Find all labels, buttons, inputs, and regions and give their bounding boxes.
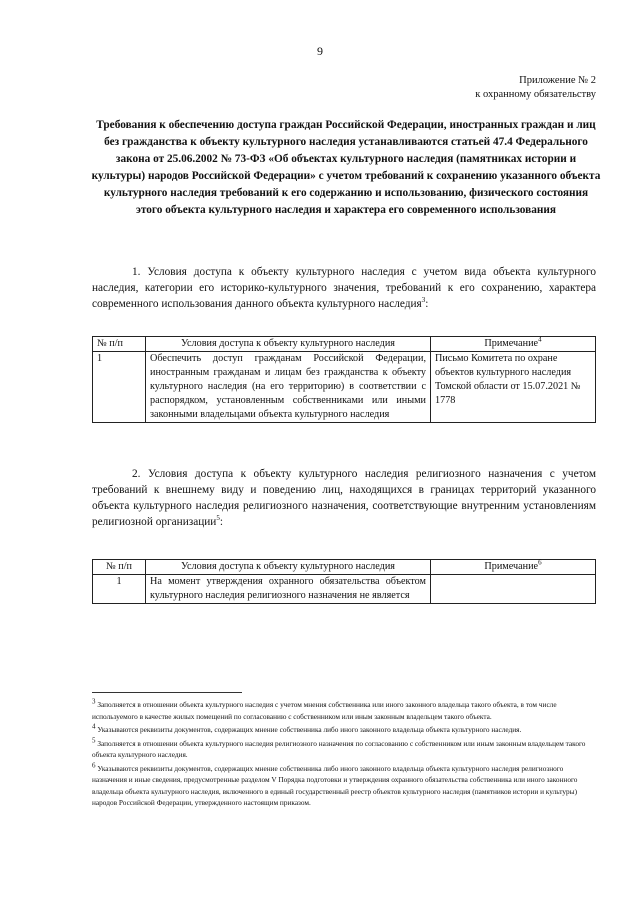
- header-note: [431, 337, 596, 352]
- row-num: 1: [93, 352, 146, 423]
- footnote-mark: 4: [92, 722, 96, 731]
- footnote-mark: 3: [92, 697, 96, 706]
- row-conditions: На момент утверждения охранного обязательства объектом культурного наследия религиозного назначения не является: [146, 575, 431, 604]
- appendix-line-1: Приложение № 2: [519, 75, 596, 86]
- row-conditions: Обеспечить доступ гражданам Российской Федерации, иностранным гражданам и лицам без гражданства к объекту культурного наследия (на его территорию) в соответствии с распорядком, установленным собственниками или иными законными владельцами объекта культурного наследия: [146, 352, 431, 423]
- footnote-text: Заполняется в отношении объекта культурного наследия с учетом мнения собственника или иного законного владельца такого объекта, в том числе используемого в качестве жилых помещений по согласованию с собственником или иным законным владельцем такого объекта.: [92, 700, 557, 721]
- footnote-6: [92, 763, 596, 809]
- table-header-row: [93, 337, 596, 352]
- header-note-label: Примечание: [484, 561, 539, 572]
- footnote-ref-4: 4: [538, 335, 542, 344]
- table-header-row: [93, 560, 596, 575]
- footnote-4: [92, 724, 596, 736]
- footnote-5: [92, 738, 596, 761]
- header-note: [431, 560, 596, 575]
- table-row: [93, 575, 596, 604]
- appendix-header: [475, 74, 596, 102]
- footnote-mark: 5: [92, 736, 96, 745]
- footnote-text: Заполняется в отношении объекта культурного наследия религиозного назначения по согласованию с собственником или иным законным владельцем такого объекта культурного наследия.: [92, 738, 586, 759]
- footnote-text: Указываются реквизиты документов, содержащих мнение собственника либо иного законного владельца объекта культурного наследия.: [97, 725, 522, 734]
- section-2-colon: :: [219, 516, 223, 528]
- footnote-ref-6: 6: [538, 558, 542, 567]
- footnote-ref-5: 5: [216, 514, 220, 523]
- section-1-colon: :: [425, 298, 429, 310]
- footnote-text: Указываются реквизиты документов, содержащих мнение собственника либо иного законного владельца объекта культурного наследия религиозного назначения и иные сведения, предусмотренные разделом V Порядка подготовки и утверждения охранного обязательства собственника или иного законного владельца объекта культурного наследия, включенного в единый государственный реестр объектов культурного наследия (памятников истории и культуры) народов Российской Федерации, утвержденного настоящим приказом.: [92, 763, 578, 807]
- row-note: Письмо Комитета по охране объектов культурного наследия Томской области от 15.07.2021 № 1778: [431, 352, 596, 423]
- header-num: № п/п: [93, 560, 146, 575]
- header-note-label: Примечание: [484, 338, 539, 349]
- section-2-paragraph: [92, 466, 596, 530]
- footnote-divider: [92, 692, 242, 693]
- footnotes: [92, 699, 596, 811]
- conditions-table-2: [92, 559, 596, 604]
- table-row: [93, 352, 596, 423]
- section-1-text: 1. Условия доступа к объекту культурного наследия с учетом вида объекта культурного наследия, категории его историко-культурного значения, требований к его сохранению, характера современного использования данного объекта культурного наследия: [92, 266, 596, 310]
- page-number: 9: [317, 44, 323, 58]
- footnote-mark: 6: [92, 761, 96, 770]
- footnote-3: [92, 699, 596, 722]
- row-num: 1: [93, 575, 146, 604]
- header-num: № п/п: [93, 337, 146, 352]
- header-conditions: Условия доступа к объекту культурного наследия: [146, 337, 431, 352]
- appendix-line-2: к охранному обязательству: [475, 89, 596, 100]
- section-2-text: 2. Условия доступа к объекту культурного наследия религиозного назначения с учетом требований к внешнему виду и поведению лиц, находящихся в границах территорий указанного объекта культурного наследия религиозного назначения, соответствующие внутренним установлениям религиозной организации: [92, 468, 596, 528]
- section-1-paragraph: [92, 264, 596, 312]
- row-note: [431, 575, 596, 604]
- conditions-table-1: [92, 336, 596, 423]
- document-title: Требования к обеспечению доступа граждан Российской Федерации, иностранных граждан и лиц без гражданства к объекту культурного наследия устанавливаются статьей 47.4 Федерального закона от 25.06.2002 № 73-ФЗ «Об объектах культурного наследия (памятниках истории и культуры) народов Российской Федерации» с учетом требований к сохранению указанного объекта культурного наследия требований к его содержанию и использованию, физического состояния этого объекта культурного наследия и характера его современного использования: [91, 119, 601, 216]
- footnote-ref-3: 3: [421, 296, 426, 305]
- header-conditions: Условия доступа к объекту культурного наследия: [146, 560, 431, 575]
